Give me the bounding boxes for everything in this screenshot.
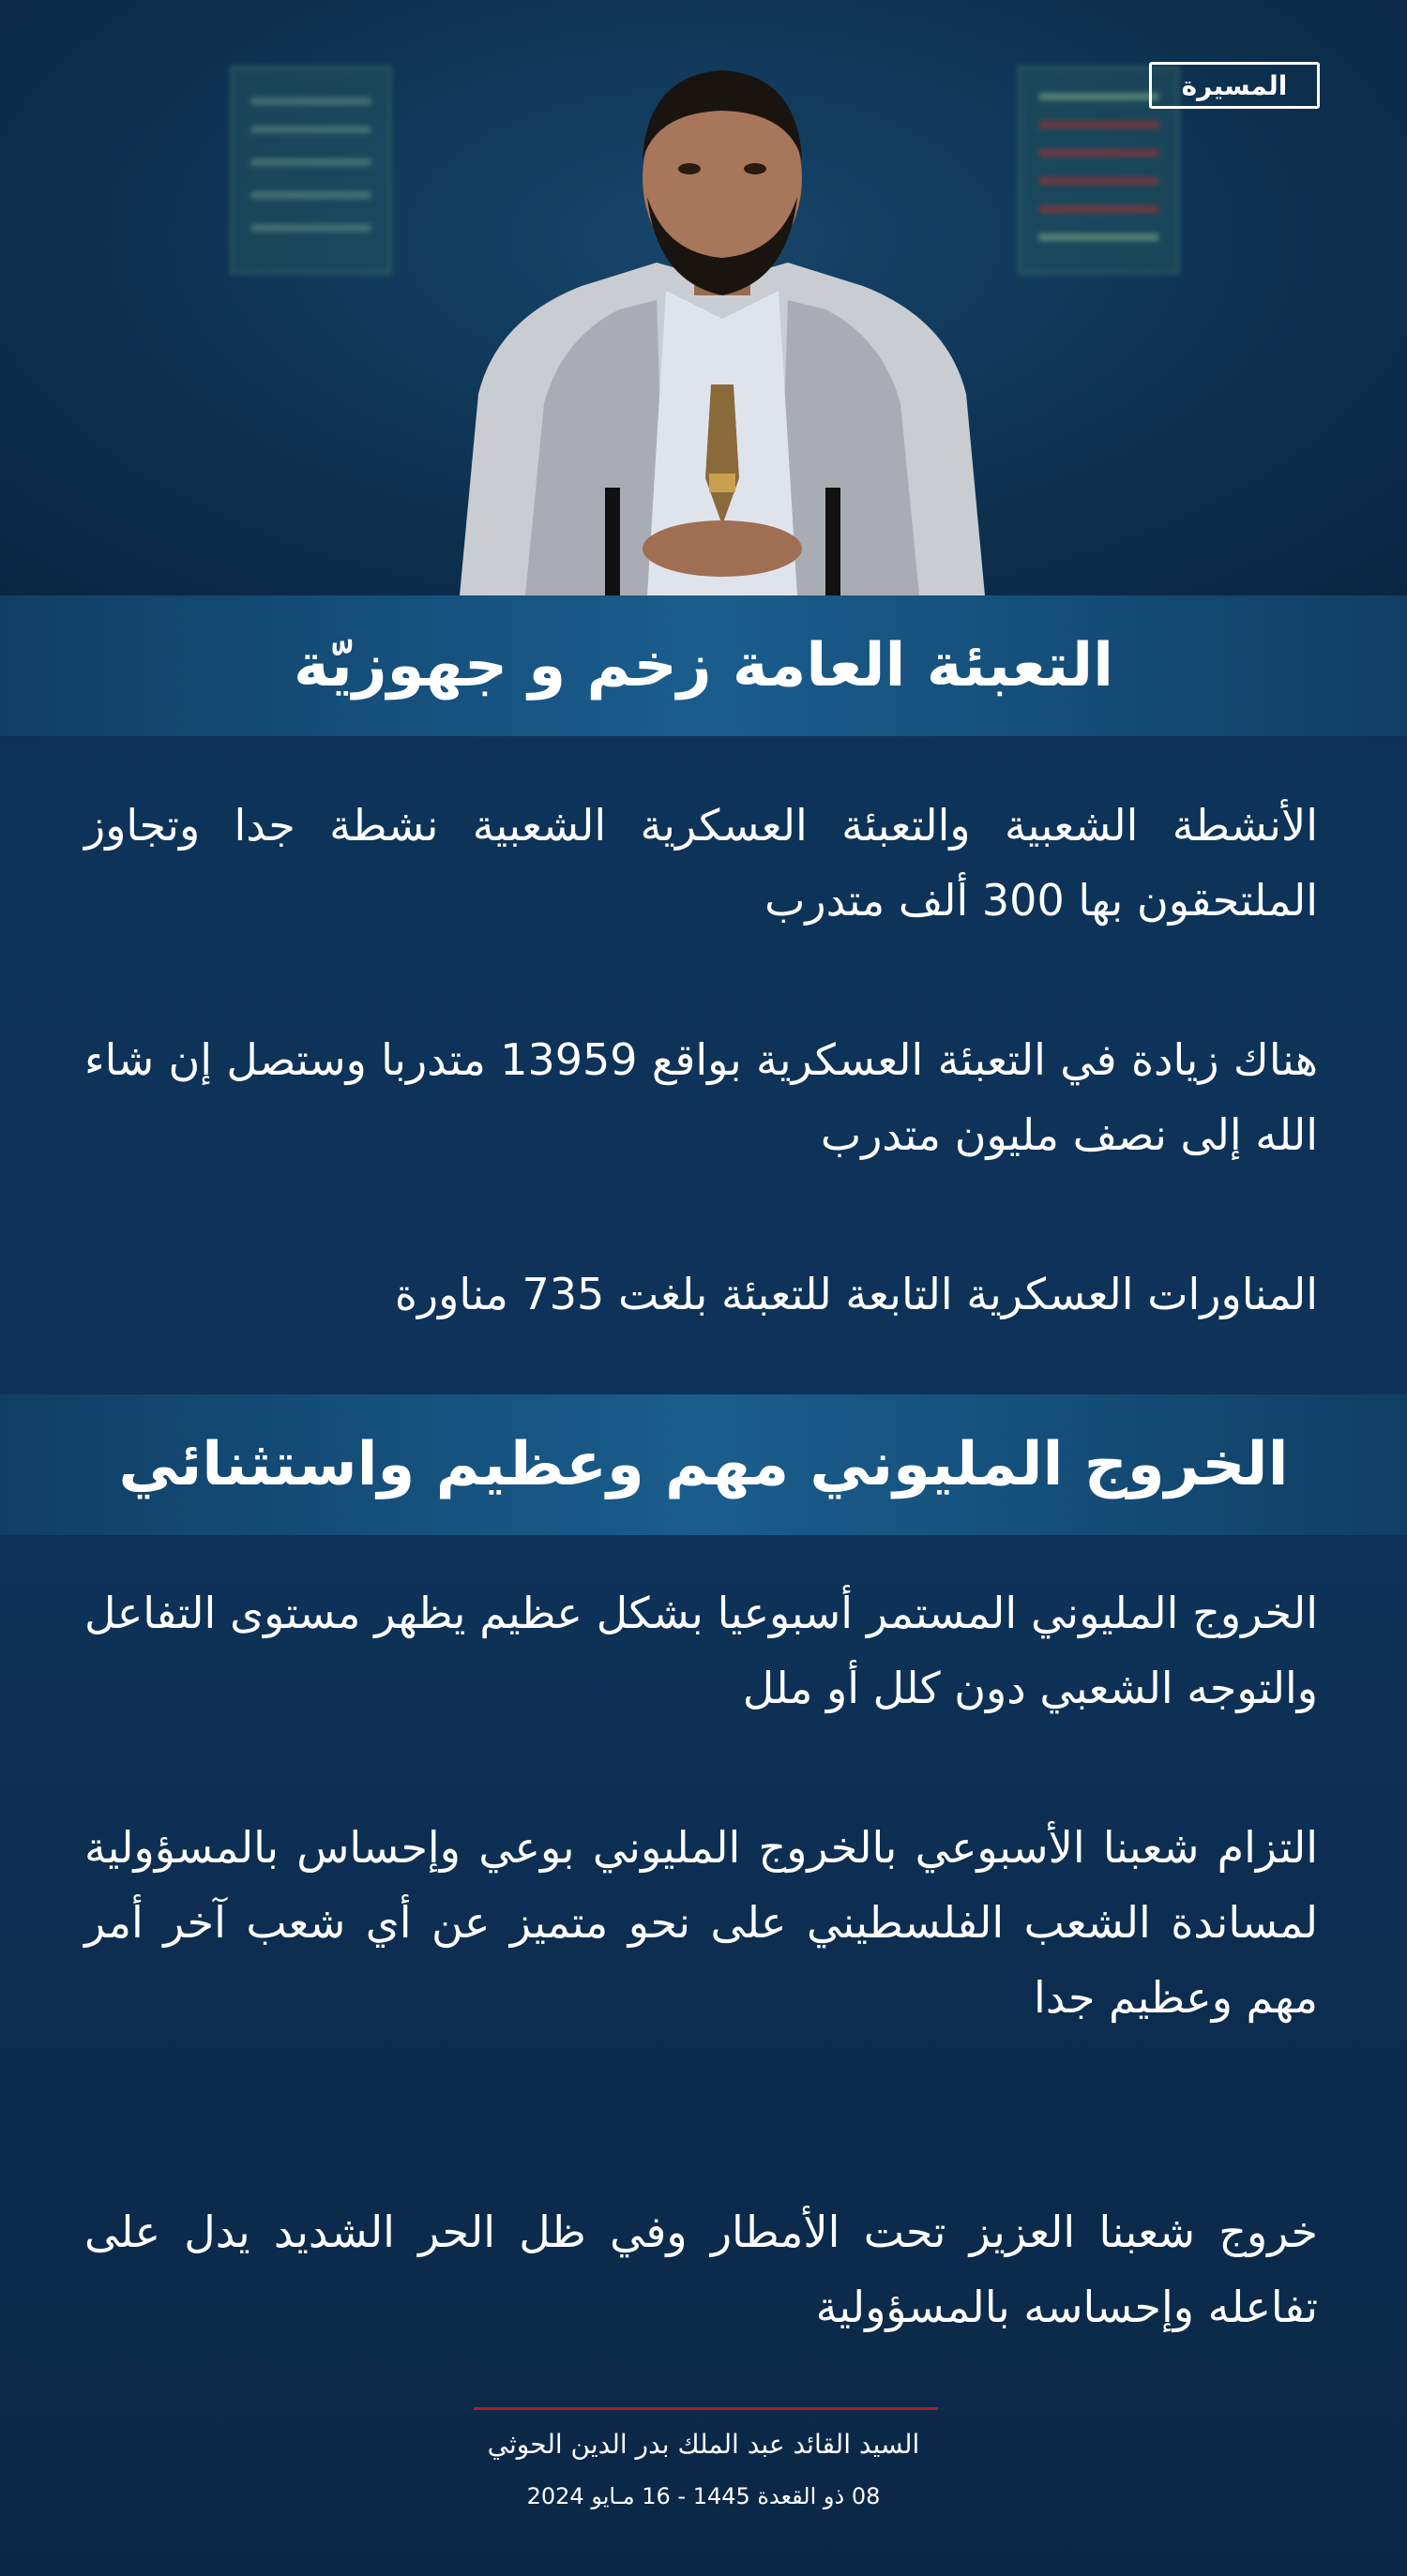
hero-image (0, 0, 1407, 595)
section-title: التعبئة العامة زخم و جهوزيّة (293, 631, 1114, 700)
paragraph: الخروج المليوني المستمر أسبوعيا بشكل عظيم يظهر مستوى التفاعل والتوجه الشعبي دون كلل أو ملل (84, 1588, 1318, 1713)
footer-speaker: السيد القائد عبد الملك بدر الدين الحوثي (487, 2429, 920, 2460)
speaker-portrait-image (441, 38, 1004, 595)
paragraph: هناك زيادة في التعبئة العسكرية بواقع 13959 متدربا وستصل إن شاء الله إلى نصف مليون متدرب (84, 1034, 1318, 1160)
brand-logo-text: المسيرة (1181, 69, 1288, 101)
paragraph: الأنشطة الشعبية والتعبئة العسكرية الشعبية نشطة جدا وتجاوز الملتحقون بها 300 ألف متدرب (84, 800, 1318, 926)
footer-date: 08 ذو القعدة 1445 - 16 مـايو 2024 (526, 2483, 881, 2509)
paragraph: خروج شعبنا العزيز تحت الأمطار وفي ظل الحر الشديد يدل على تفاعله وإحساسه بالمسؤولية (84, 2207, 1318, 2332)
brand-logo (1149, 62, 1320, 109)
footer-divider (474, 2407, 938, 2410)
section-title: الخروج المليوني مهم وعظيم واستثنائي (118, 1430, 1289, 1499)
banner-left-image (230, 66, 392, 275)
paragraph: التزام شعبنا الأسبوعي بالخروج المليوني بوعي وإحساس بالمسؤولية لمساندة الشعب الفلسطيني على نحو متميز عن أي شعب آخر أمر مهم وعظيم جدا (84, 1822, 1318, 2023)
paragraph: المناورات العسكرية التابعة للتعبئة بلغت 735 مناورة (394, 1269, 1318, 1319)
section-title-bar (0, 595, 1407, 736)
section-title-bar (0, 1394, 1407, 1535)
